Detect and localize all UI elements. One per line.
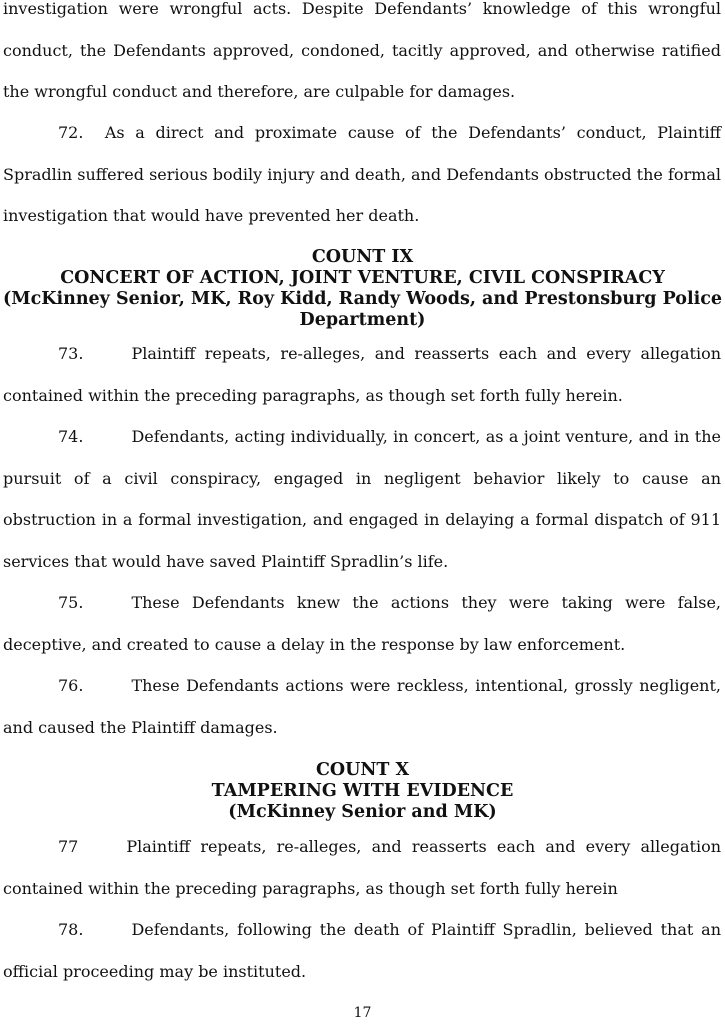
paragraph-78 — [3, 909, 721, 992]
count-title: COUNT IX — [311, 247, 414, 267]
paragraph-number: 72. — [58, 123, 84, 142]
paragraph-number: 73. — [58, 344, 84, 363]
paragraph-text: Defendants, following the death of Plaintiff Spradlin, believed that an official proceeding may be instituted. — [3, 920, 721, 981]
paragraph-77 — [3, 826, 721, 909]
paragraph-number: 74. — [58, 427, 84, 446]
count-parties: (McKinney Senior and MK) — [228, 802, 497, 822]
count-parties-continued: Department) — [299, 310, 426, 330]
paragraph-number: 75. — [58, 593, 84, 612]
count-title: COUNT X — [315, 760, 410, 780]
paragraph-text: These Defendants actions were reckless, intentional, grossly negligent, and caused the Plaintiff damages. — [3, 676, 721, 737]
count-ix-heading — [0, 247, 725, 331]
paragraph-text: Plaintiff repeats, re-alleges, and reasserts each and every allegation contained within the preceding paragraphs, as though set forth fully herein — [3, 837, 721, 898]
paragraph-text: As a direct and proximate cause of the Defendants’ conduct, Plaintiff Spradlin suffered serious bodily injury and death, and Defendants obstructed the formal investigation that would have prevented her death. — [3, 123, 722, 225]
paragraph-number: 77 — [58, 837, 79, 856]
paragraph-72 — [3, 112, 721, 237]
paragraph-text: These Defendants knew the actions they were taking were false, deceptive, and created to cause a delay in the response by law enforcement. — [3, 593, 721, 654]
paragraph-71-continuation — [3, 0, 721, 113]
paragraph-text: Defendants, acting individually, in concert, as a joint venture, and in the pursuit of a civil conspiracy, engaged in negligent behavior likely to cause an obstruction in a formal investigation, and engaged in delaying a formal dispatch of 911 services that would have saved Plaintiff Spradlin’s life. — [3, 427, 721, 571]
paragraph-76 — [3, 665, 721, 748]
paragraph-74 — [3, 416, 721, 582]
count-subtitle: CONCERT OF ACTION, JOINT VENTURE, CIVIL CONSPIRACY — [60, 268, 665, 288]
paragraph-number: 78. — [58, 920, 84, 939]
paragraph-number: 76. — [58, 676, 84, 695]
count-x-heading — [0, 760, 725, 823]
paragraph-text: Plaintiff repeats, re-alleges, and reasserts each and every allegation contained within the preceding paragraphs, as though set forth fully herein. — [3, 344, 721, 405]
paragraph-75 — [3, 582, 721, 665]
paragraph-73 — [3, 333, 721, 416]
paragraph-text: investigation were wrongful acts. Despite Defendants’ knowledge of this wrongful conduct, the Defendants approved, condoned, tacitly approved, and otherwise ratified the wrongful conduct and therefore, are culpable for damages. — [3, 0, 721, 101]
page-number: 17 — [353, 1005, 372, 1021]
count-parties: (McKinney Senior, MK, Roy Kidd, Randy Woods, and Prestonsburg Police — [2, 289, 723, 309]
count-subtitle: TAMPERING WITH EVIDENCE — [211, 781, 514, 801]
